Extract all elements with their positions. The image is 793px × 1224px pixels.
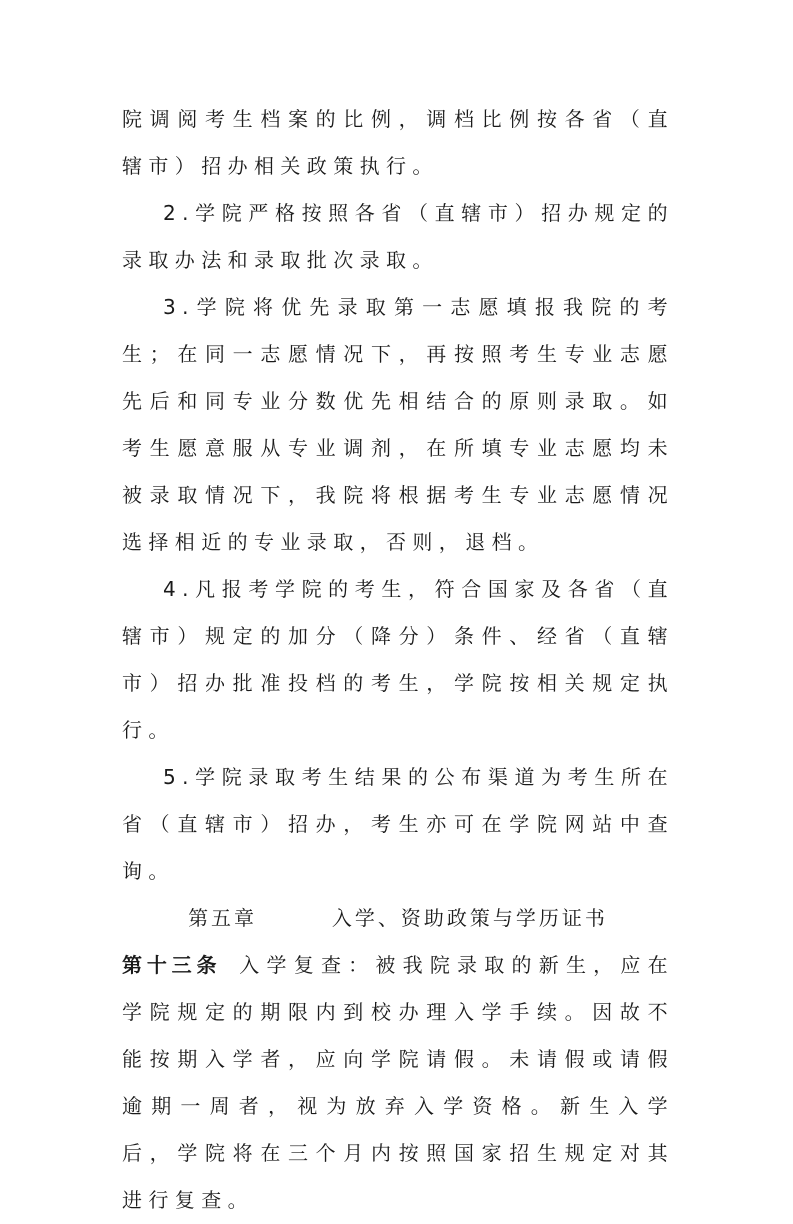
chapter-heading: [122, 895, 674, 942]
paragraph-item-5: 5.学院录取考生结果的公布渠道为考生所在省（直辖市）招办，考生亦可在学院网站中查询。: [122, 765, 674, 883]
document-body: [122, 96, 674, 1224]
article-paragraph: [122, 942, 674, 1224]
chapter-title: 入学、资助政策与学历证书: [331, 906, 608, 930]
paragraph-item-4: 4.凡报考学院的考生，符合国家及各省（直辖市）规定的加分（降分）条件、经省（直辖市）招办批准投档的考生，学院按相关规定执行。: [122, 577, 674, 742]
article-text: 入学复查：被我院录取的新生，应在学院规定的期限内到校办理入学手续。因故不能按期入学者，应向学院请假。未请假或请假逾期一周者，视为放弃入学资格。新生入学后，学院将在三个月内按照国家招生规定对其进行复查。: [122, 953, 675, 1212]
paragraph-item-2: 2.学院严格按照各省（直辖市）招办规定的录取办法和录取批次录取。: [122, 201, 674, 272]
article-number: 第十三条: [122, 953, 222, 977]
paragraph-item-3: 3.学院将优先录取第一志愿填报我院的考生；在同一志愿情况下，再按照考生专业志愿先后和同专业分数优先相结合的原则录取。如考生愿意服从专业调剂，在所填专业志愿均未被录取情况下，我院将根据考生专业志愿情况选择相近的专业录取，否则，退档。: [122, 295, 674, 554]
paragraph-continuation: 院调阅考生档案的比例，调档比例按各省（直辖市）招办相关政策执行。: [122, 107, 674, 178]
chapter-number: 第五章: [188, 906, 258, 930]
